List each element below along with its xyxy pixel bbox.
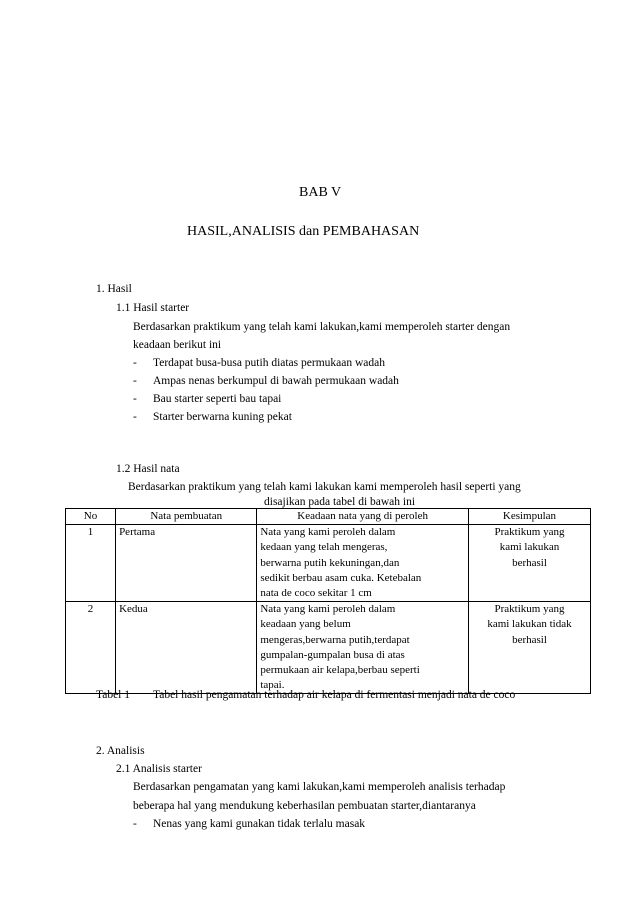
cell-no: 2 xyxy=(66,602,116,694)
cell-pembuatan: Kedua xyxy=(116,602,257,694)
paragraph-line: Berdasarkan praktikum yang telah kami lakukan,kami memperoleh starter dengan xyxy=(133,321,511,333)
page-title: HASIL,ANALISIS dan PEMBAHASAN xyxy=(187,224,420,239)
cell-line: nata de coco sekitar 1 cm xyxy=(260,587,372,600)
cell-keadaan xyxy=(257,525,469,602)
paragraph-line: disajikan pada tabel di bawah ini xyxy=(264,496,416,508)
cell-line: tapai. xyxy=(260,679,285,692)
bullet-item: Nenas yang kami gunakan tidak terlalu masak xyxy=(153,818,366,830)
paragraph-line: keadaan berikut ini xyxy=(133,339,222,351)
bullet-item: Starter berwarna kuning pekat xyxy=(153,411,292,423)
chapter-heading: BAB V xyxy=(299,185,342,200)
cell-line: keadaan yang belum xyxy=(260,618,351,631)
bullet-item: Bau starter seperti bau tapai xyxy=(153,393,282,405)
cell-line: sedikit berbau asam cuka. Ketebalan xyxy=(260,571,422,584)
subsection-heading-analisis-starter: 2.1 Analisis starter xyxy=(116,763,202,775)
cell-line: berhasil xyxy=(512,633,547,646)
cell-line: Praktikum yang xyxy=(494,526,565,539)
subsection-heading-nata: 1.2 Hasil nata xyxy=(116,463,180,475)
column-header: Keadaan nata yang di peroleh xyxy=(257,509,469,525)
cell-line: Nata yang kami peroleh dalam xyxy=(260,526,396,539)
cell-no: 1 xyxy=(66,525,116,602)
cell-line: kami lakukan tidak xyxy=(487,618,572,631)
cell-line: kedaan yang telah mengeras, xyxy=(260,541,388,554)
bullet-dash: - xyxy=(133,393,137,405)
column-header: Kesimpulan xyxy=(468,509,590,525)
table-row xyxy=(66,525,591,602)
paragraph-line: beberapa hal yang mendukung keberhasilan pembuatan starter,diantaranya xyxy=(133,800,476,812)
cell-line: permukaan air kelapa,berbau seperti xyxy=(260,664,420,677)
column-header: No xyxy=(66,509,116,525)
section-heading-analisis: 2. Analisis xyxy=(96,745,145,757)
cell-line: mengeras,berwarna putih,terdapat xyxy=(260,633,410,646)
subsection-heading-starter: 1.1 Hasil starter xyxy=(116,302,190,314)
cell-line: berhasil xyxy=(512,556,547,569)
results-table xyxy=(65,508,591,694)
cell-kesimpulan xyxy=(468,602,590,694)
bullet-item: Ampas nenas berkumpul di bawah permukaan wadah xyxy=(153,375,399,387)
bullet-dash: - xyxy=(133,375,137,387)
section-heading-hasil: 1. Hasil xyxy=(96,283,132,295)
bullet-dash: - xyxy=(133,818,137,830)
cell-keadaan xyxy=(257,602,469,694)
table-caption-label: Tabel 1 xyxy=(96,689,131,701)
bullet-item: Terdapat busa-busa putih diatas permukaan wadah xyxy=(153,357,385,369)
cell-kesimpulan xyxy=(468,525,590,602)
paragraph-line: Berdasarkan praktikum yang telah kami lakukan kami memperoleh hasil seperti yang xyxy=(128,481,521,493)
column-header: Nata pembuatan xyxy=(116,509,257,525)
cell-line: gumpalan-gumpalan busa di atas xyxy=(260,648,405,661)
table-header-row xyxy=(66,509,591,525)
table-row xyxy=(66,602,591,694)
bullet-dash: - xyxy=(133,357,137,369)
table-caption-text: Tabel hasil pengamatan terhadap air kelapa di fermentasi menjadi nata de coco xyxy=(153,689,516,701)
cell-pembuatan: Pertama xyxy=(116,525,257,602)
cell-line: berwarna putih kekuningan,dan xyxy=(260,556,400,569)
bullet-dash: - xyxy=(133,411,137,423)
cell-line: kami lakukan xyxy=(499,541,560,554)
paragraph-line: Berdasarkan pengamatan yang kami lakukan,kami memperoleh analisis terhadap xyxy=(133,781,506,793)
cell-line: Nata yang kami peroleh dalam xyxy=(260,603,396,616)
cell-line: Praktikum yang xyxy=(494,603,565,616)
